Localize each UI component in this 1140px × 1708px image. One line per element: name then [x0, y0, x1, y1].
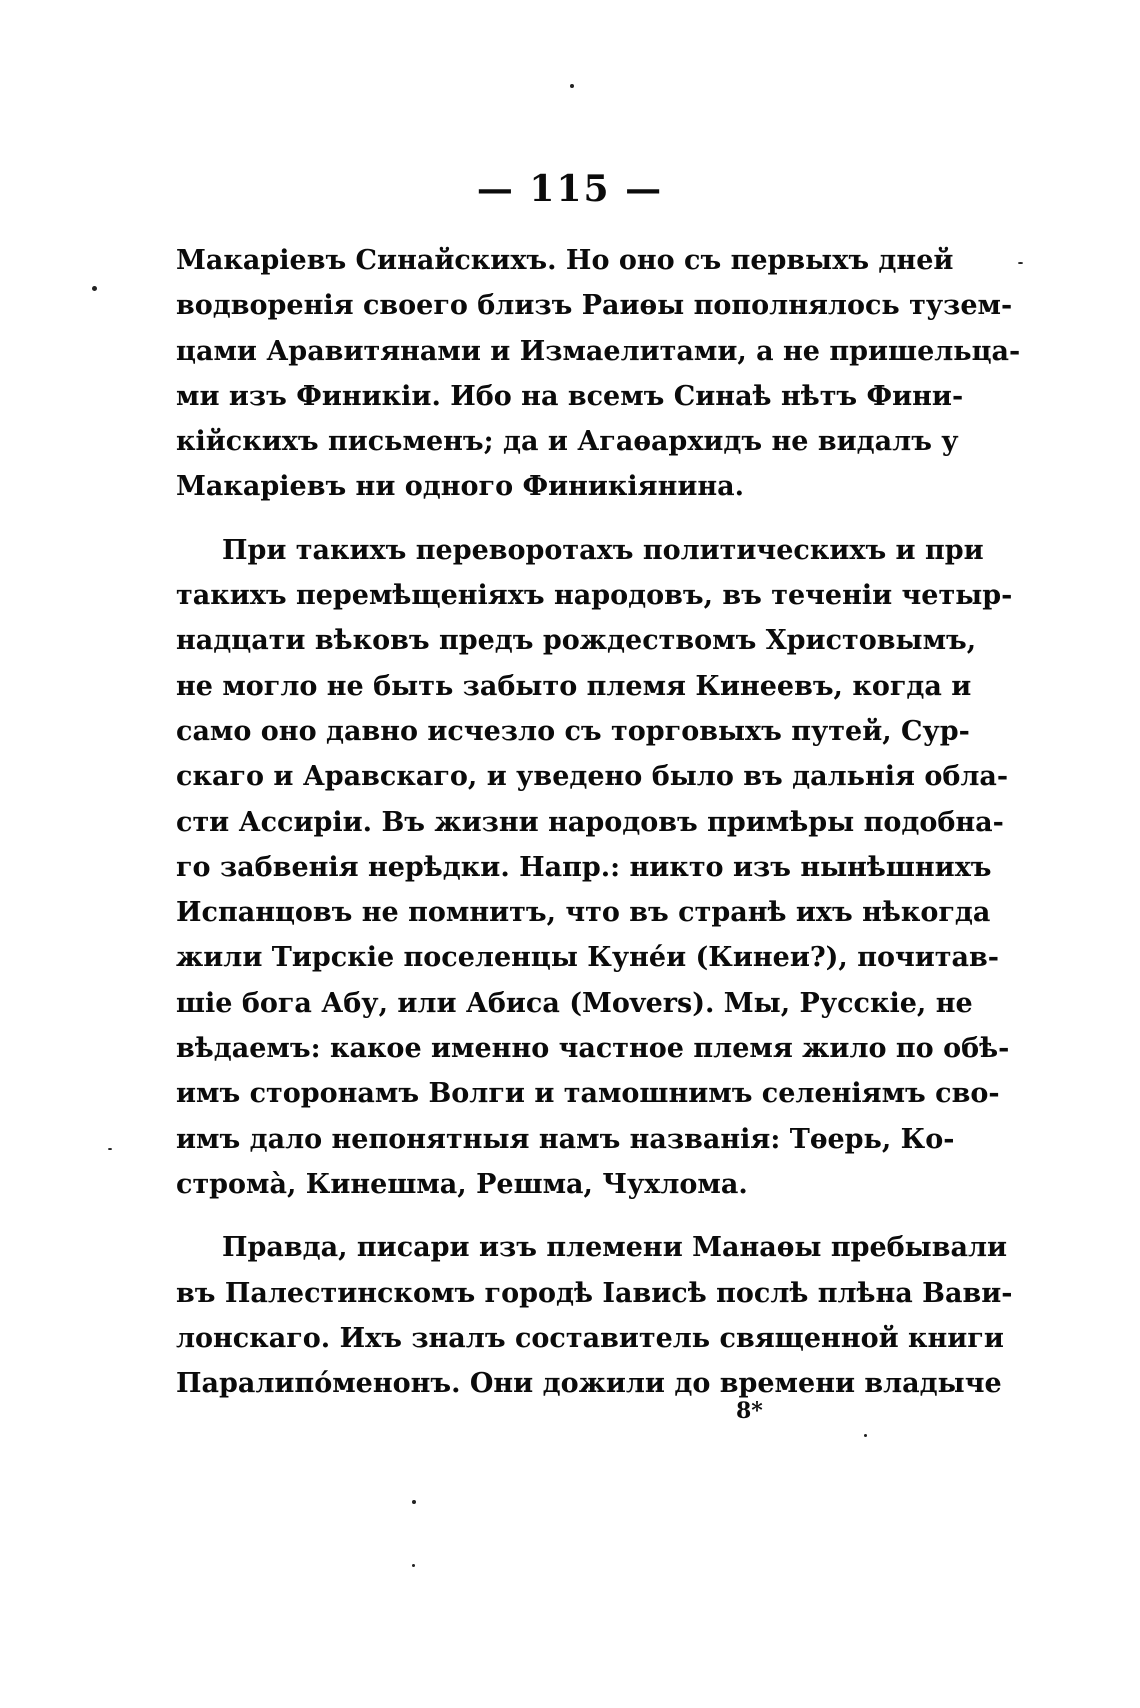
- page-number: — 115 —: [476, 168, 664, 210]
- scan-speck: [570, 84, 574, 88]
- text-line: надцати вѣковъ предъ рождествомъ Христовымъ,: [176, 625, 977, 657]
- text-line: кійскихъ письменъ; да и Агаѳархидъ не видалъ у: [176, 426, 959, 458]
- text-line: скаго и Аравскаго, и уведено было въ дальнія обла-: [176, 761, 1009, 793]
- text-line: имъ сторонамъ Волги и тамошнимъ селеніямъ сво-: [176, 1078, 1000, 1110]
- text-line: такихъ перемѣщеніяхъ народовъ, въ теченіи четыр-: [176, 580, 1013, 612]
- scan-speck: [108, 1148, 112, 1150]
- text-line: сти Ассиріи. Въ жизни народовъ примѣры подобна-: [176, 806, 1004, 838]
- signature-mark: 8*: [736, 1398, 763, 1424]
- text-line: Макаріевъ Синайскихъ. Но оно съ первыхъ дней: [176, 245, 954, 276]
- scan-speck: [1018, 262, 1023, 264]
- text-line: въ Палестинскомъ городѣ Іависѣ послѣ плѣна Вави-: [176, 1277, 1013, 1309]
- body-text: [176, 238, 1021, 1406]
- text-line: водворенія своего близъ Раиѳы пополнялось тузем-: [176, 290, 1013, 322]
- paragraph-gap: [176, 510, 886, 528]
- text-line: жили Тирскіе поселенцы Кунéи (Кинеи?), почитав-: [176, 942, 999, 974]
- text-line: лонскаго. Ихъ зналъ составитель священной книги: [176, 1322, 1004, 1354]
- text-line: строма̀, Кинешма, Решма, Чухлома.: [176, 1168, 748, 1200]
- text-line: имъ дало непонятныя намъ названія: Тѳерь, Ко-: [176, 1123, 955, 1155]
- text-line: цами Аравитянами и Измаелитами, а не пришельца-: [176, 335, 1021, 367]
- text-line: При такихъ переворотахъ политическихъ и при: [222, 534, 984, 566]
- scan-speck: [864, 1434, 867, 1437]
- scan-speck: [412, 1564, 415, 1567]
- text-line: Правда, писари изъ племени Манаѳы пребывали: [222, 1232, 1008, 1264]
- text-line: Паралипóменонъ. Они дожили до времени владыче: [176, 1368, 1002, 1400]
- scan-speck: [92, 286, 97, 291]
- text-line: шіе бога Абу, или Абиса (Movers). Мы, Русскіе, не: [176, 987, 973, 1019]
- text-line: Макаріевъ ни одного Финикіянина.: [176, 471, 745, 503]
- text-line: вѣдаемъ: какое именно частное племя жило по обѣ-: [176, 1033, 1010, 1065]
- text-line: го забвенія нерѣдки. Напр.: никто изъ нынѣшнихъ: [176, 851, 992, 883]
- text-line: не могло не быть забыто племя Кинеевъ, когда и: [176, 670, 972, 702]
- text-line: само оно давно исчезло съ торговыхъ путей, Сур-: [176, 715, 970, 747]
- text-line: ми изъ Финикіи. Ибо на всемъ Синаѣ нѣтъ Фини-: [176, 380, 964, 412]
- paragraph-gap: [176, 1207, 886, 1225]
- scan-speck: [412, 1500, 416, 1504]
- text-line: Испанцовъ не помнитъ, что въ странѣ ихъ нѣкогда: [176, 897, 991, 929]
